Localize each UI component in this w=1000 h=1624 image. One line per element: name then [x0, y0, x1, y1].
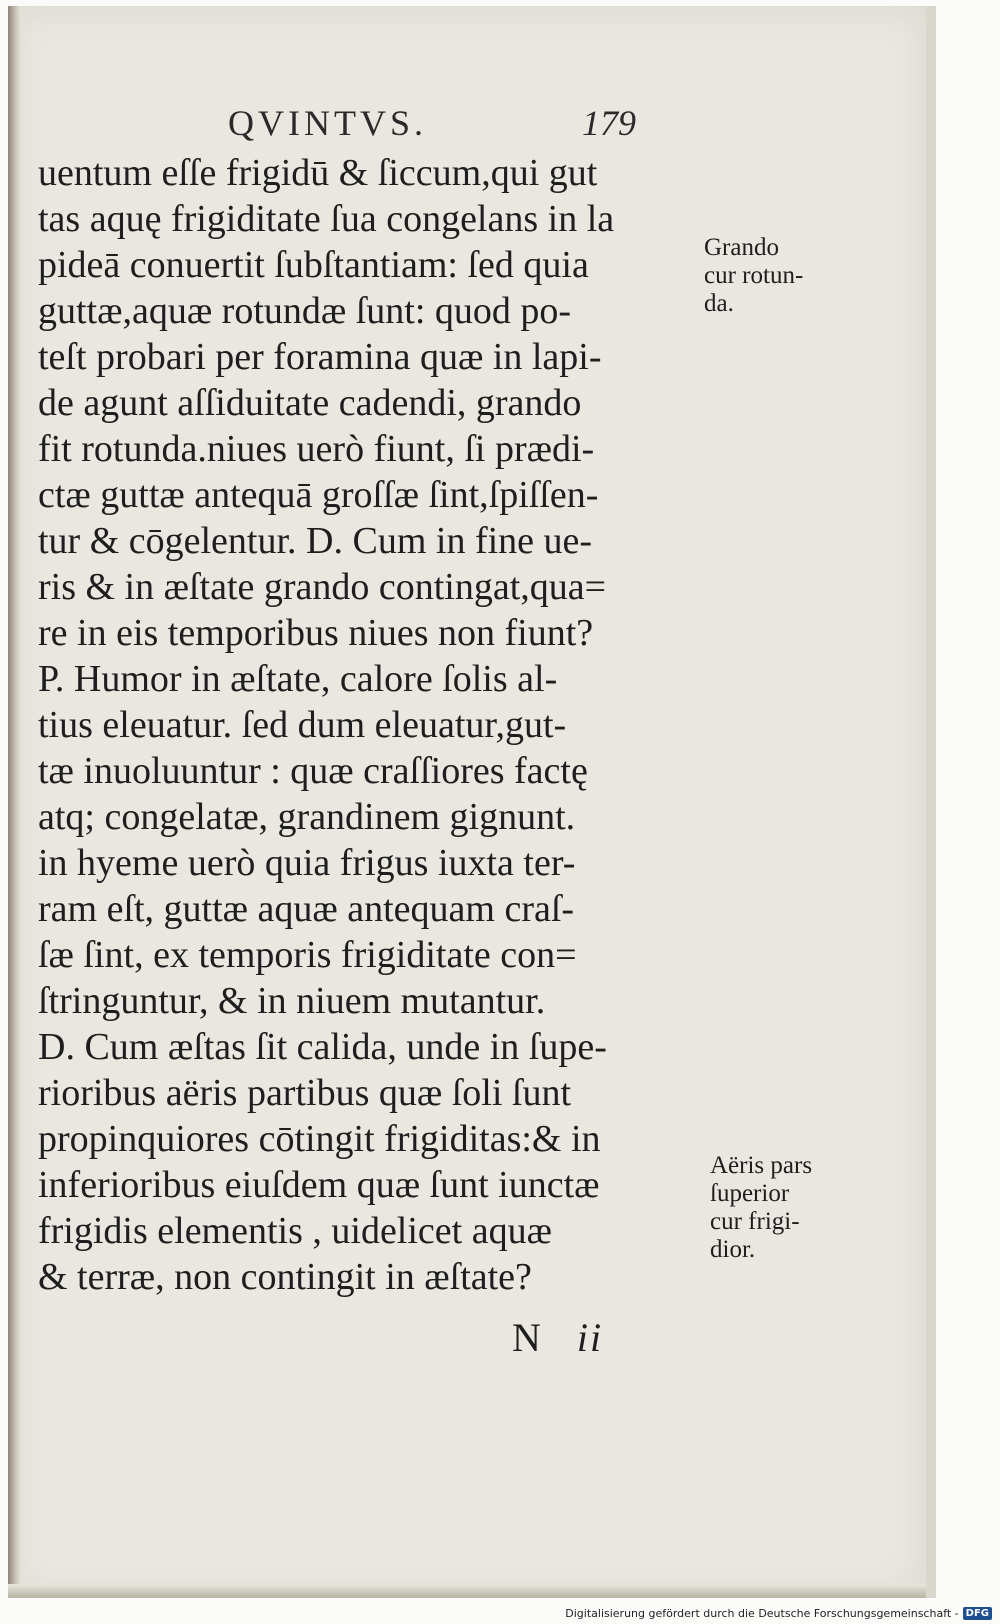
text-line: fit rotunda.niues uerò fiunt, ſi prædi-: [38, 428, 595, 470]
signature-mark: [512, 1314, 603, 1361]
text-line: tæ inuoluuntur : quæ craſſiores factę: [38, 750, 588, 792]
marginal-note: [710, 1152, 812, 1264]
text-line: teſt probari per foramina quæ in lapi-: [38, 336, 602, 378]
body-text: [38, 150, 718, 1300]
marginal-note-line: dior.: [710, 1236, 756, 1263]
marginal-note: [704, 234, 803, 318]
text-line: in hyeme uerò quia frigus iuxta ter-: [38, 842, 576, 884]
marginal-note-line: ſuperior: [710, 1180, 790, 1207]
page-number: 179: [582, 103, 636, 143]
digitization-credit: [565, 1604, 992, 1622]
text-line: rioribus aëris partibus quæ ſoli ſunt: [38, 1072, 572, 1114]
text-line: tius eleuatur. ſed dum eleuatur,gut-: [38, 704, 567, 746]
text-line: ctæ guttæ antequā groſſæ ſint,ſpiſſen-: [38, 474, 599, 516]
marginal-note-line: cur rotun-: [704, 262, 804, 289]
text-line: P. Humor in æſtate, calore ſolis al-: [38, 658, 558, 700]
text-line: ſtringuntur, & in niuem mutantur.: [38, 980, 546, 1022]
marginal-note-line: Grando: [704, 234, 779, 261]
text-line: ram eſt, guttæ aquæ antequam craſ-: [38, 888, 575, 930]
text-line: propinquiores cōtingit frigiditas:& in: [38, 1118, 601, 1160]
text-line: & terræ, non contingit in æſtate?: [38, 1256, 532, 1298]
signature-letter: N: [512, 1315, 543, 1360]
text-line: atq; congelatæ, grandinem gignunt.: [38, 796, 576, 838]
page-binding-edge: [8, 6, 22, 1598]
running-head: QVINTVS.: [228, 103, 427, 143]
text-line: re in eis temporibus niues non fiunt?: [38, 612, 594, 654]
signature-number: ii: [576, 1315, 604, 1360]
text-line: D. Cum æſtas ſit calida, unde in ſupe-: [38, 1026, 607, 1068]
text-line: inferioribus eiuſdem quæ ſunt iunctæ: [38, 1164, 600, 1206]
marginal-note-line: cur frigi-: [710, 1208, 800, 1235]
text-line: pideā conuertit ſubſtantiam: ſed quia: [38, 244, 589, 286]
text-line: tur & cōgelentur. D. Cum in fine ue-: [38, 520, 593, 562]
marginal-note-line: Aëris pars: [710, 1152, 813, 1179]
dfg-logo: DFG: [963, 1607, 992, 1620]
text-line: frigidis elementis , uidelicet aquæ: [38, 1210, 552, 1252]
text-line: ſæ ſint, ex temporis frigiditate con=: [38, 934, 577, 976]
text-line: ris & in æſtate grando contingat,qua=: [38, 566, 607, 608]
text-line: guttæ,aquæ rotundæ ſunt: quod po-: [38, 290, 572, 332]
marginal-note-line: da.: [704, 290, 734, 317]
text-line: uentum eſſe frigidū & ſiccum,qui gut: [38, 152, 598, 194]
credit-text: Digitalisierung gefördert durch die Deutsche Forschungsgemeinschaft -: [565, 1606, 959, 1620]
text-line: de agunt aſſiduitate cadendi, grando: [38, 382, 582, 424]
page-bottom-edge: [8, 1584, 926, 1598]
text-line: tas aquę frigiditate ſua congelans in la: [38, 198, 615, 240]
